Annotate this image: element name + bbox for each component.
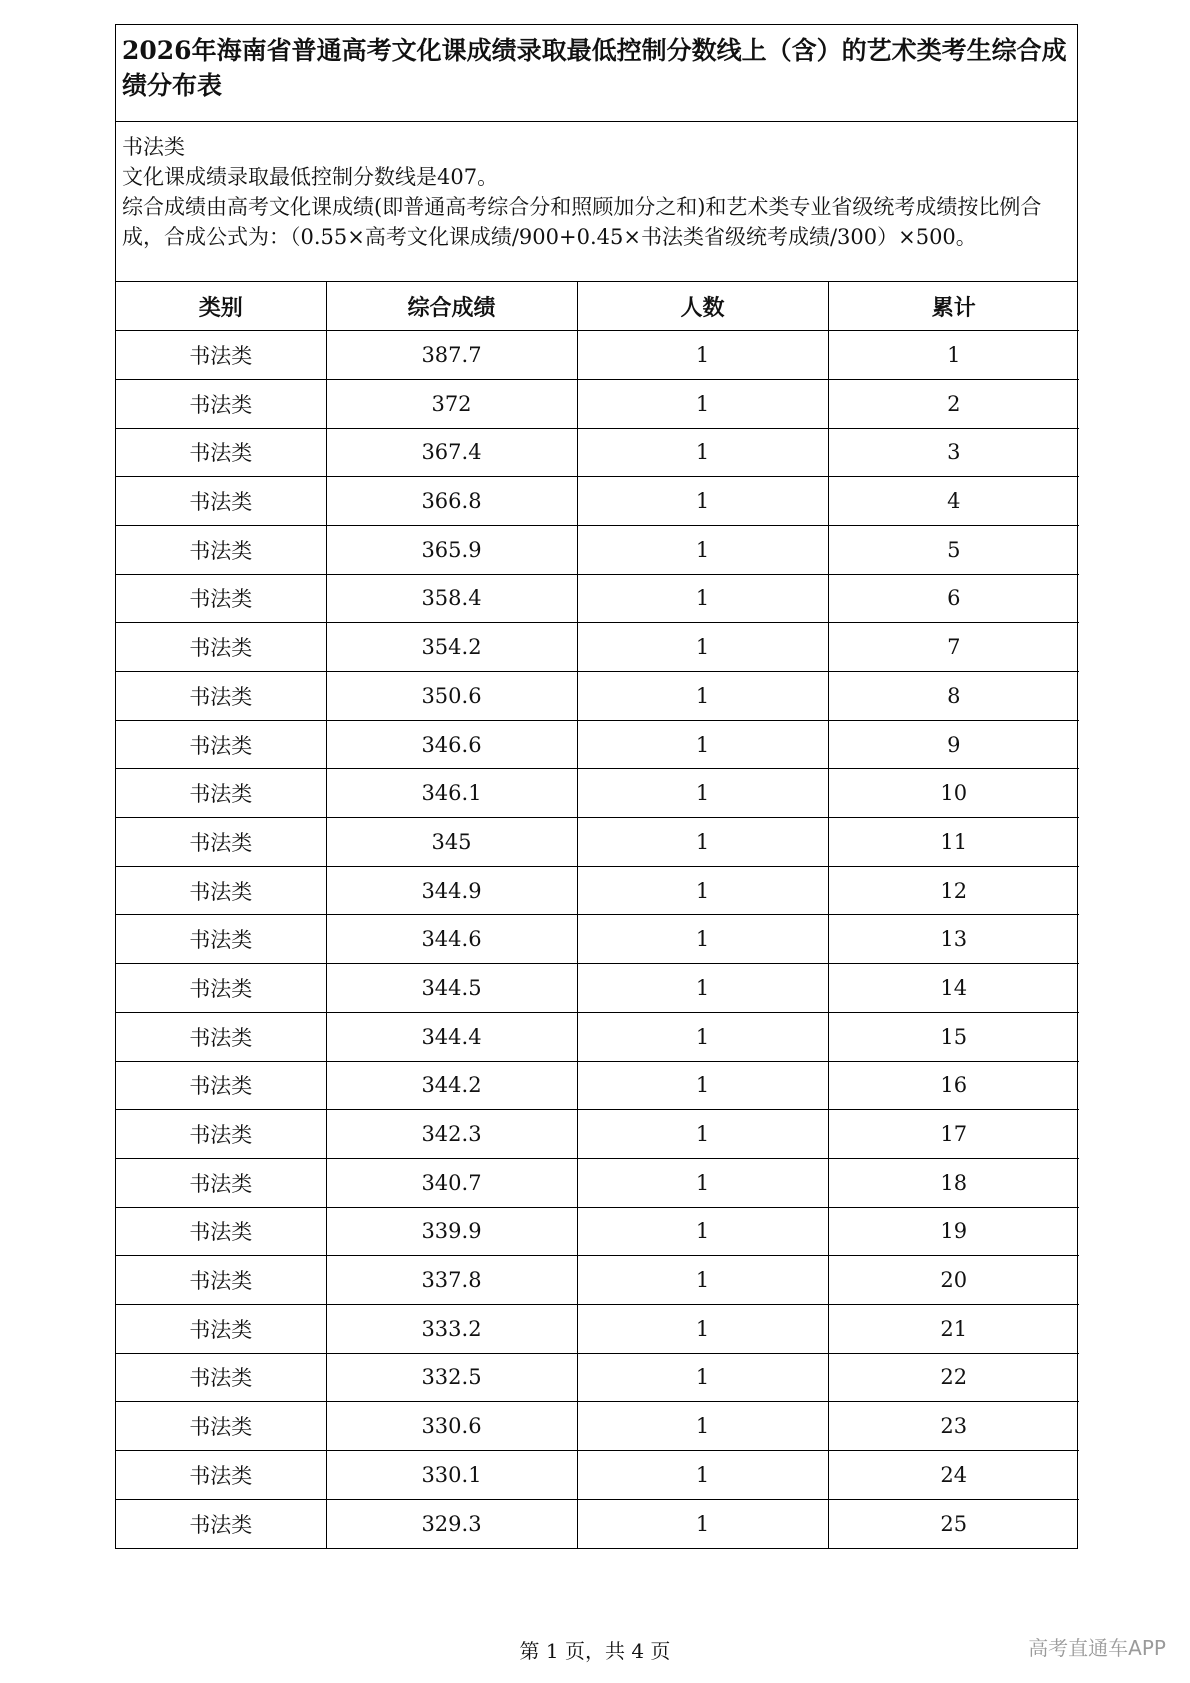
table-header-row: [116, 282, 1079, 331]
cell-cumulative: 6: [828, 574, 1079, 623]
cell-composite-score: 346.6: [326, 720, 577, 769]
cell-cumulative: 20: [828, 1256, 1079, 1305]
cell-category: 书法类: [116, 915, 326, 964]
cell-cumulative: 16: [828, 1061, 1079, 1110]
cell-composite-score: 339.9: [326, 1207, 577, 1256]
cell-count: 1: [577, 915, 828, 964]
table-row: [116, 1061, 1079, 1110]
cell-count: 1: [577, 1012, 828, 1061]
cell-count: 1: [577, 525, 828, 574]
cell-cumulative: 17: [828, 1110, 1079, 1159]
table-row: [116, 428, 1079, 477]
cell-count: 1: [577, 379, 828, 428]
table-row: [116, 818, 1079, 867]
cell-cumulative: 24: [828, 1451, 1079, 1500]
cell-composite-score: 346.1: [326, 769, 577, 818]
table-row: [116, 915, 1079, 964]
cell-composite-score: 372: [326, 379, 577, 428]
cell-category: 书法类: [116, 866, 326, 915]
cell-count: 1: [577, 428, 828, 477]
cell-cumulative: 22: [828, 1353, 1079, 1402]
cell-category: 书法类: [116, 1353, 326, 1402]
cell-count: 1: [577, 1207, 828, 1256]
cell-category: 书法类: [116, 477, 326, 526]
cell-cumulative: 19: [828, 1207, 1079, 1256]
formula-note: 综合成绩由高考文化课成绩(即普通高考综合分和照顾加分之和)和艺术类专业省级统考成绩按比例合成，合成公式为：（0.55×高考文化课成绩/900+0.45×书法类省级统考成绩/300）×500。: [122, 195, 1042, 249]
cell-count: 1: [577, 672, 828, 721]
table-row: [116, 1012, 1079, 1061]
table-row: [116, 1451, 1079, 1500]
table-body: [116, 331, 1079, 1548]
notes-block: [116, 122, 1077, 282]
cell-composite-score: 366.8: [326, 477, 577, 526]
table-row: [116, 1499, 1079, 1548]
cell-category: 书法类: [116, 574, 326, 623]
cell-count: 1: [577, 1061, 828, 1110]
cell-count: 1: [577, 1353, 828, 1402]
table-row: [116, 1207, 1079, 1256]
cell-category: 书法类: [116, 1110, 326, 1159]
cell-category: 书法类: [116, 720, 326, 769]
cell-cumulative: 8: [828, 672, 1079, 721]
cell-cumulative: 13: [828, 915, 1079, 964]
cell-category: 书法类: [116, 1158, 326, 1207]
cell-count: 1: [577, 769, 828, 818]
cell-composite-score: 344.9: [326, 866, 577, 915]
cell-count: 1: [577, 818, 828, 867]
cell-composite-score: 365.9: [326, 525, 577, 574]
cell-count: 1: [577, 1402, 828, 1451]
cell-category: 书法类: [116, 1451, 326, 1500]
cell-count: 1: [577, 964, 828, 1013]
cell-category: 书法类: [116, 1402, 326, 1451]
cell-count: 1: [577, 477, 828, 526]
header-cumulative: 累计: [828, 282, 1079, 331]
cell-composite-score: 358.4: [326, 574, 577, 623]
score-distribution-sheet: [115, 24, 1078, 1549]
cell-composite-score: 337.8: [326, 1256, 577, 1305]
cell-cumulative: 11: [828, 818, 1079, 867]
cell-category: 书法类: [116, 672, 326, 721]
cell-composite-score: 367.4: [326, 428, 577, 477]
cell-cumulative: 9: [828, 720, 1079, 769]
cell-composite-score: 332.5: [326, 1353, 577, 1402]
cell-cumulative: 2: [828, 379, 1079, 428]
table-row: [116, 1353, 1079, 1402]
cell-cumulative: 3: [828, 428, 1079, 477]
table-row: [116, 1304, 1079, 1353]
cell-cumulative: 4: [828, 477, 1079, 526]
cell-composite-score: 330.1: [326, 1451, 577, 1500]
table-row: [116, 866, 1079, 915]
cell-cumulative: 5: [828, 525, 1079, 574]
cell-cumulative: 10: [828, 769, 1079, 818]
cell-composite-score: 344.4: [326, 1012, 577, 1061]
cell-count: 1: [577, 720, 828, 769]
cell-cumulative: 25: [940, 1511, 968, 1536]
score-table: [116, 282, 1079, 1548]
cell-composite-score: 350.6: [326, 672, 577, 721]
cell-count: 1: [577, 1158, 828, 1207]
page-footer: 第 1 页，共 4 页: [519, 1639, 671, 1663]
cell-count: 1: [577, 1451, 828, 1500]
cell-count: 1: [577, 331, 828, 380]
table-row: [116, 379, 1079, 428]
table-row: [116, 720, 1079, 769]
header-count: 人数: [577, 282, 828, 331]
cell-category: 书法类: [116, 1499, 326, 1548]
table-row: [116, 331, 1079, 380]
cell-count: 1: [577, 623, 828, 672]
cell-category: 书法类: [116, 379, 326, 428]
cell-composite-score: 344.2: [326, 1061, 577, 1110]
cell-composite-score: 340.7: [326, 1158, 577, 1207]
cell-category: 书法类: [116, 525, 326, 574]
cell-category: 书法类: [116, 964, 326, 1013]
table-row: [116, 477, 1079, 526]
cell-category: 书法类: [116, 623, 326, 672]
table-row: [116, 525, 1079, 574]
cell-cumulative: 23: [828, 1402, 1079, 1451]
cell-count: 1: [577, 574, 828, 623]
cell-category: 书法类: [116, 331, 326, 380]
cell-category: 书法类: [116, 1256, 326, 1305]
cell-composite-score: 344.5: [326, 964, 577, 1013]
cutoff-note: 文化课成绩录取最低控制分数线是407。: [122, 165, 499, 189]
cell-composite-score: 342.3: [326, 1110, 577, 1159]
cell-cumulative: 1: [828, 331, 1079, 380]
app-watermark: 高考直通车APP: [1028, 1636, 1166, 1660]
cell-composite-score: 345: [326, 818, 577, 867]
cell-cumulative: 12: [828, 866, 1079, 915]
cell-composite-score: 387.7: [326, 331, 577, 380]
table-row: [116, 964, 1079, 1013]
header-composite-score: 综合成绩: [326, 282, 577, 331]
table-row: [116, 672, 1079, 721]
document-title: 2026年海南省普通高考文化课成绩录取最低控制分数线上（含）的艺术类考生综合成绩分布表: [116, 25, 1077, 122]
cell-category: 书法类: [116, 1061, 326, 1110]
header-category: 类别: [116, 282, 326, 331]
cell-composite-score: 354.2: [326, 623, 577, 672]
table-row: [116, 1402, 1079, 1451]
table-row: [116, 1110, 1079, 1159]
category-note: 书法类: [122, 135, 185, 159]
cell-cumulative: 18: [828, 1158, 1079, 1207]
table-row: [116, 623, 1079, 672]
cell-cumulative: 14: [828, 964, 1079, 1013]
cell-category: 书法类: [116, 1304, 326, 1353]
cell-category: 书法类: [116, 428, 326, 477]
cell-category: 书法类: [116, 1207, 326, 1256]
cell-count: 1: [577, 1304, 828, 1353]
cell-count: 1: [577, 866, 828, 915]
cell-count: 1: [577, 1256, 828, 1305]
cell-composite-score: 330.6: [326, 1402, 577, 1451]
cell-cumulative: 21: [828, 1304, 1079, 1353]
cell-composite-score: 344.6: [326, 915, 577, 964]
table-row: [116, 769, 1079, 818]
cell-composite-score: 329.3: [326, 1499, 577, 1548]
table-row: [116, 574, 1079, 623]
cell-composite-score: 333.2: [326, 1304, 577, 1353]
cell-category: 书法类: [116, 818, 326, 867]
table-row: [116, 1158, 1079, 1207]
cell-count: 1: [577, 1110, 828, 1159]
cell-count: 1: [577, 1499, 828, 1548]
cell-category: 书法类: [116, 1012, 326, 1061]
cell-cumulative: 7: [828, 623, 1079, 672]
cell-cumulative: 15: [828, 1012, 1079, 1061]
cell-category: 书法类: [116, 769, 326, 818]
table-row: [116, 1256, 1079, 1305]
